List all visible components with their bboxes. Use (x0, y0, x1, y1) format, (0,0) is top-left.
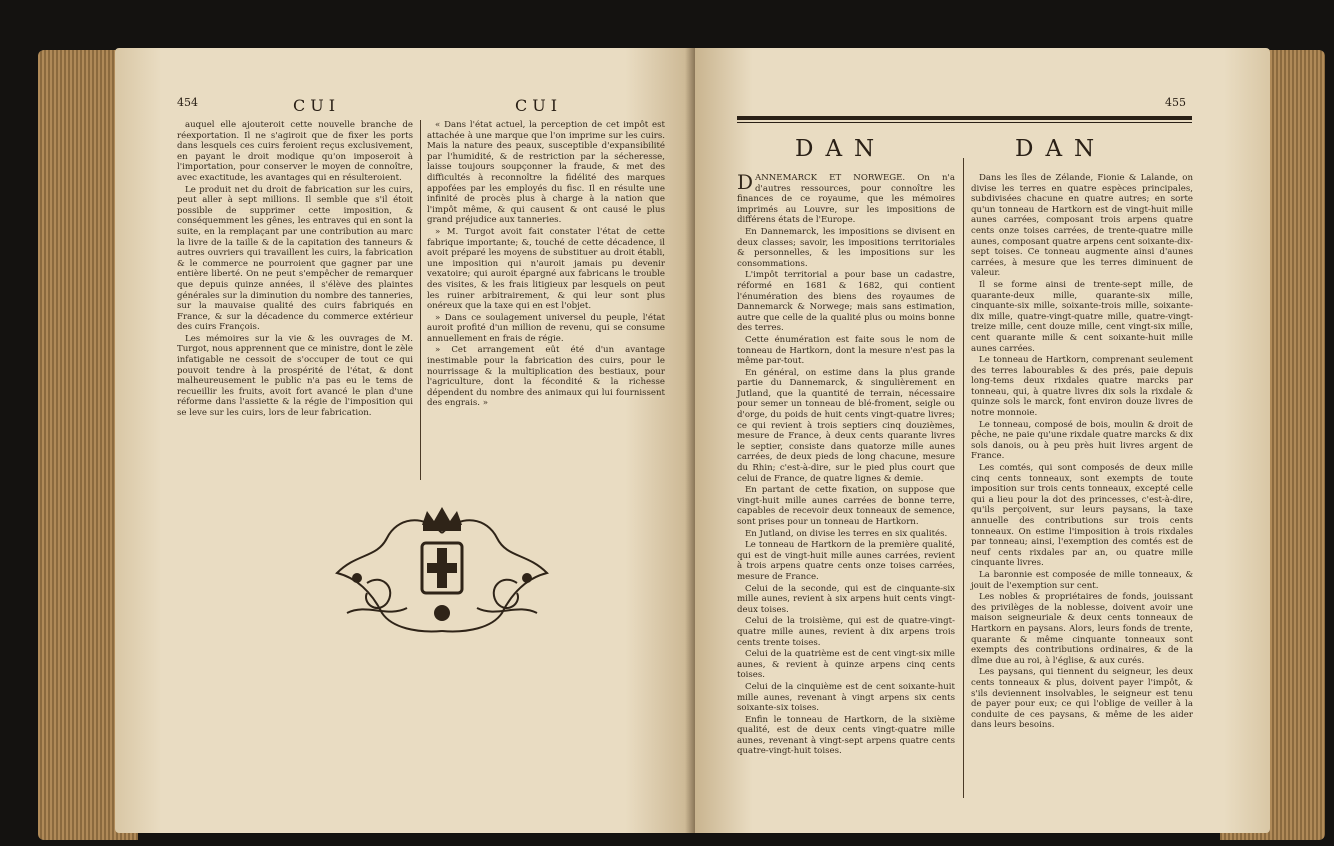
paragraph: Les nobles & propriétaires de fonds, jouissant des privilèges de la noblesse, doivent avoir une maison seigneuriale & deux cents tonneaux de Hartkorn en paysans. Alors, leurs fonds de trente, quarante & même cinquante tonneaux sont exempts des contributions ordinaires, & de la dîme due au roi, à l'église, & aux curés. (971, 592, 1193, 666)
left-page-column-2 (427, 120, 665, 410)
paragraph: En Dannemarck, les impositions se divisent en deux classes; savoir, les impositions territoriales & personnelles, & les impositions sur les consommations. (737, 226, 955, 269)
paragraph: Celui de la cinquième est de cent soixante-huit mille aunes, revenant à vingt arpens six cents soixante-six toises. (737, 681, 955, 714)
left-page (115, 48, 695, 833)
paragraph: Enfin le tonneau de Hartkorn, de la sixième qualité, est de deux cents vingt-quatre mille aunes, revenant à vingt-sept arpens quatre cents quatre-vingt-huit toises. (737, 714, 955, 757)
paragraph: Le produit net du droit de fabrication sur les cuirs, peut aller à sept millions. Il semble que s'il étoit possible de supprimer cette imposition, & conséquemment les gênes, les entraves qui en sont la suite, en la remplaçant par une contribution au marc la livre de la taille & de la capitation des tanneurs & autres ouvriers qui travaillent les cuirs, la fabrication & le commerce ne pourroient que gagner par une entière liberté. On ne peut s'empêcher de remarquer que depuis quinze années, il s'élève des plaintes générales sur la diminution du nombre des tanneries, sur la mauvaise qualité des cuirs fabriqués en France, & sur la décadence du commerce extérieur des cuirs François. (177, 184, 413, 333)
paragraph: Celui de la troisième, qui est de quatre-vingt-quatre mille aunes, revient à dix arpens trois cents trente toises. (737, 616, 955, 648)
paragraph: Il se forme ainsi de trente-sept mille, de quarante-deux mille, quarante-six mille, cinquante-six mille, soixante-trois mille, soixante-dix mille, quatre-vingt-quatre mille, quatre-vingt-treize mille, cent douze mille, cent vingt-six mille, cent quarante mille & cent soixante-huit mille aunes carrées. (971, 279, 1193, 354)
paragraph: Celui de la quatrième est de cent vingt-six mille aunes, & revient à quinze arpens cinq cents toises. (737, 649, 955, 681)
running-head-left-2: CUI (515, 96, 563, 115)
right-page-column-2 (971, 173, 1193, 732)
paragraph (737, 170, 955, 226)
paragraph: La baronnie est composée de mille tonneaux, & jouit de l'exemption sur cent. (971, 569, 1193, 591)
column-divider-right (963, 158, 964, 798)
paragraph: Les paysans, qui tiennent du seigneur, les deux cents tonneaux & plus, doivent payer l'impôt, & s'ils deviennent insolvables, le seigneur est tenu de payer pour eux; ce qui l'oblige de veiller à la conduite de ces paysans, & même de les aider dans leurs besoins. (971, 667, 1193, 731)
paragraph: Cette énumération est faite sous le nom de tonneau de Hartkorn, dont la mesure n'est pas la même par-tout. (737, 334, 955, 367)
running-head-left-1: CUI (293, 96, 341, 115)
paragraph: « Dans l'état actuel, la perception de cet impôt est attachée à une marque que l'on imprime sur les cuirs. Mais la nature des peaux, susceptible d'expansibilité par l'humidité, & de restriction par la sécheresse, laisse toujours soupçonner la fraude, & met des difficultés à reconnoître la fidélité des marques appofées par les employés du fisc. Il en résulte une infinité de procès plus à charge à la nation que l'impôt même, & qui causent & ont causé le plus grand préjudice aux tanneries. (427, 120, 665, 226)
paragraph: L'impôt territorial a pour base un cadastre, réformé en 1681 & 1682, qui contient l'énumération des biens des royaumes de Dannemarck & Norwege; mais sans estimation, autre que celle de la qualité plus ou moins bonne des terres. (737, 270, 955, 334)
paragraph: Le tonneau de Hartkorn, comprenant seulement des terres labourables & des prés, paie depuis long-tems deux rixdales quatre marcks par tonneau, qui, à quatre livres dix sols la rixdale & quinze sols le marck, font environ douze livres de notre monnoie. (971, 355, 1193, 419)
paragraph: Les mémoires sur la vie & les ouvrages de M. Turgot, nous apprennent que ce ministre, dont le zèle infatigable ne cessoit de s'occuper de tout ce qui pouvoit tendre à la prospérité de l'état, & dont malheureusement le public n'a pas eu le tems de recueillir les fruits, avoit fort avancé le plan d'une réforme dans l'assiette & la régie de l'imposition qui se leve sur les cuirs, lors de leur fabrication. (177, 333, 413, 419)
page-number-right: 455 (1165, 96, 1186, 109)
paragraph: » M. Turgot avoit fait constater l'état de cette fabrique importante; &, touché de cette décadence, il avoit préparé les moyens de substituer au droit établi, une imposition qui n'auroit jamais pu devenir vexatoire; qui auroit épargné aux fabricans le trouble des visites, & les frais litigieux par lesquels on peut les ruiner arbitrairement, & qui leur sont plus onéreux que la taxe qui en est l'objet. (427, 226, 665, 312)
paragraph: Le tonneau de Hartkorn de la première qualité, qui est de vingt-huit mille aunes carrées, revient à trois arpens quatre cents onze toises carrées, mesure de France. (737, 540, 955, 582)
paragraph-text: ANNEMARCK ET NORWEGE. On n'a d'autres ressources, pour connoître les finances de ce royaume, que les mémoires imprimés au Louvre, sur les impositions de différens états de l'Europe. (737, 173, 955, 226)
paragraph: » Cet arrangement eût été d'un avantage inestimable pour la fabrication des cuirs, pour le nourrissage & la multiplication des bestiaux, pour l'agriculture, dont la fécondité & la richesse dépendent du nombre des animaux qui lui fournissent des engrais. » (427, 345, 665, 409)
paragraph: Le tonneau, composé de bois, moulin & droit de pêche, ne paie qu'une rixdale quatre marcks & dix sols danois, ou à peu près huit livres argent de France. (971, 419, 1193, 462)
open-book (10, 20, 1328, 840)
running-head-right-1: DAN (795, 136, 887, 162)
running-head-right-2: DAN (1015, 136, 1107, 162)
header-rule-thin (737, 122, 1192, 123)
paragraph: En partant de cette fixation, on suppose que vingt-huit mille aunes carrées de bonne terre, capables de recevoir deux tonneaux de semence, sont prises pour un tonneau de Hartkorn. (737, 485, 955, 527)
paragraph: auquel elle ajouteroit cette nouvelle branche de réexportation. Il ne s'agiroit que de fixer les ports dans lesquels ces cuirs feroient reçus exclusivement, en payant le droit modique qu'on imposeroit à l'importation, pour conserver le moyen de connoître, avec exactitude, les avantages qui en résulteroient. (177, 120, 413, 183)
paragraph: Celui de la seconde, qui est de cinquante-six mille aunes, revient à six arpens huit cents vingt-deux toises. (737, 583, 955, 615)
page-number-left: 454 (177, 96, 198, 109)
paragraph: Dans les îles de Zélande, Fionie & Lalande, on divise les terres en quatre espèces principales, subdivisées chacune en quatre autres; en sorte qu'un tonneau de Hartkorn est de vingt-huit mille aunes carrées, composant trois arpens quatre cents onze toises carrées, de trente-quatre mille aunes, composant quatre arpens cent soixante-dix-sept toises. Ce tonneau augmente ainsi d'aunes carrées, à mesure que les terres diminuent de valeur. (971, 173, 1193, 279)
paragraph: » Dans ce soulagement universel du peuple, l'état auroit profité d'un million de revenu, qui se consume annuellement en frais de régie. (427, 312, 665, 344)
paragraph: En Jutland, on divise les terres en six qualités. (745, 528, 948, 539)
paragraph: En général, on estime dans la plus grande partie du Dannemarck, & singulièrement en Jutland, que la quantité de terrain, nécessaire pour semer un tonneau de blé-froment, seigle ou d'orge, du poids de huit cents vingt-quatre livres; ce qui revient à trois septiers cinq douzièmes, mesure de France, à deux cents quarante livres le septier, consiste dans quatorze mille aunes carrées, de deux pieds de long chacune, mesure du Rhin; c'est-à-dire, sur le pied plus court que celui de France, de quatre lignes & demie. (737, 367, 955, 484)
left-page-column-1 (177, 120, 413, 420)
fleuron-crown-ornament (327, 503, 557, 643)
paragraph: Les comtés, qui sont composés de deux mille cinq cents tonneaux, sont exempts de toute imposition sur trois cents tonneaux, excepté celle qui a lieu pour la dot des princesses, c'est-à-dire, qu'ils perçoivent, sur leurs paysans, la taxe annuelle des contributions sur trois cents tonneaux. On estime l'imposition à trois rixdales par tonneau; ainsi, l'exemption des comtés est de neuf cents rixdales par an, ou quatre mille cinquante livres. (971, 463, 1193, 569)
header-rule-thick (737, 116, 1192, 120)
drop-cap: D (737, 170, 754, 194)
right-page (695, 48, 1270, 833)
column-divider-left (420, 120, 421, 480)
right-page-column-1 (737, 170, 955, 758)
